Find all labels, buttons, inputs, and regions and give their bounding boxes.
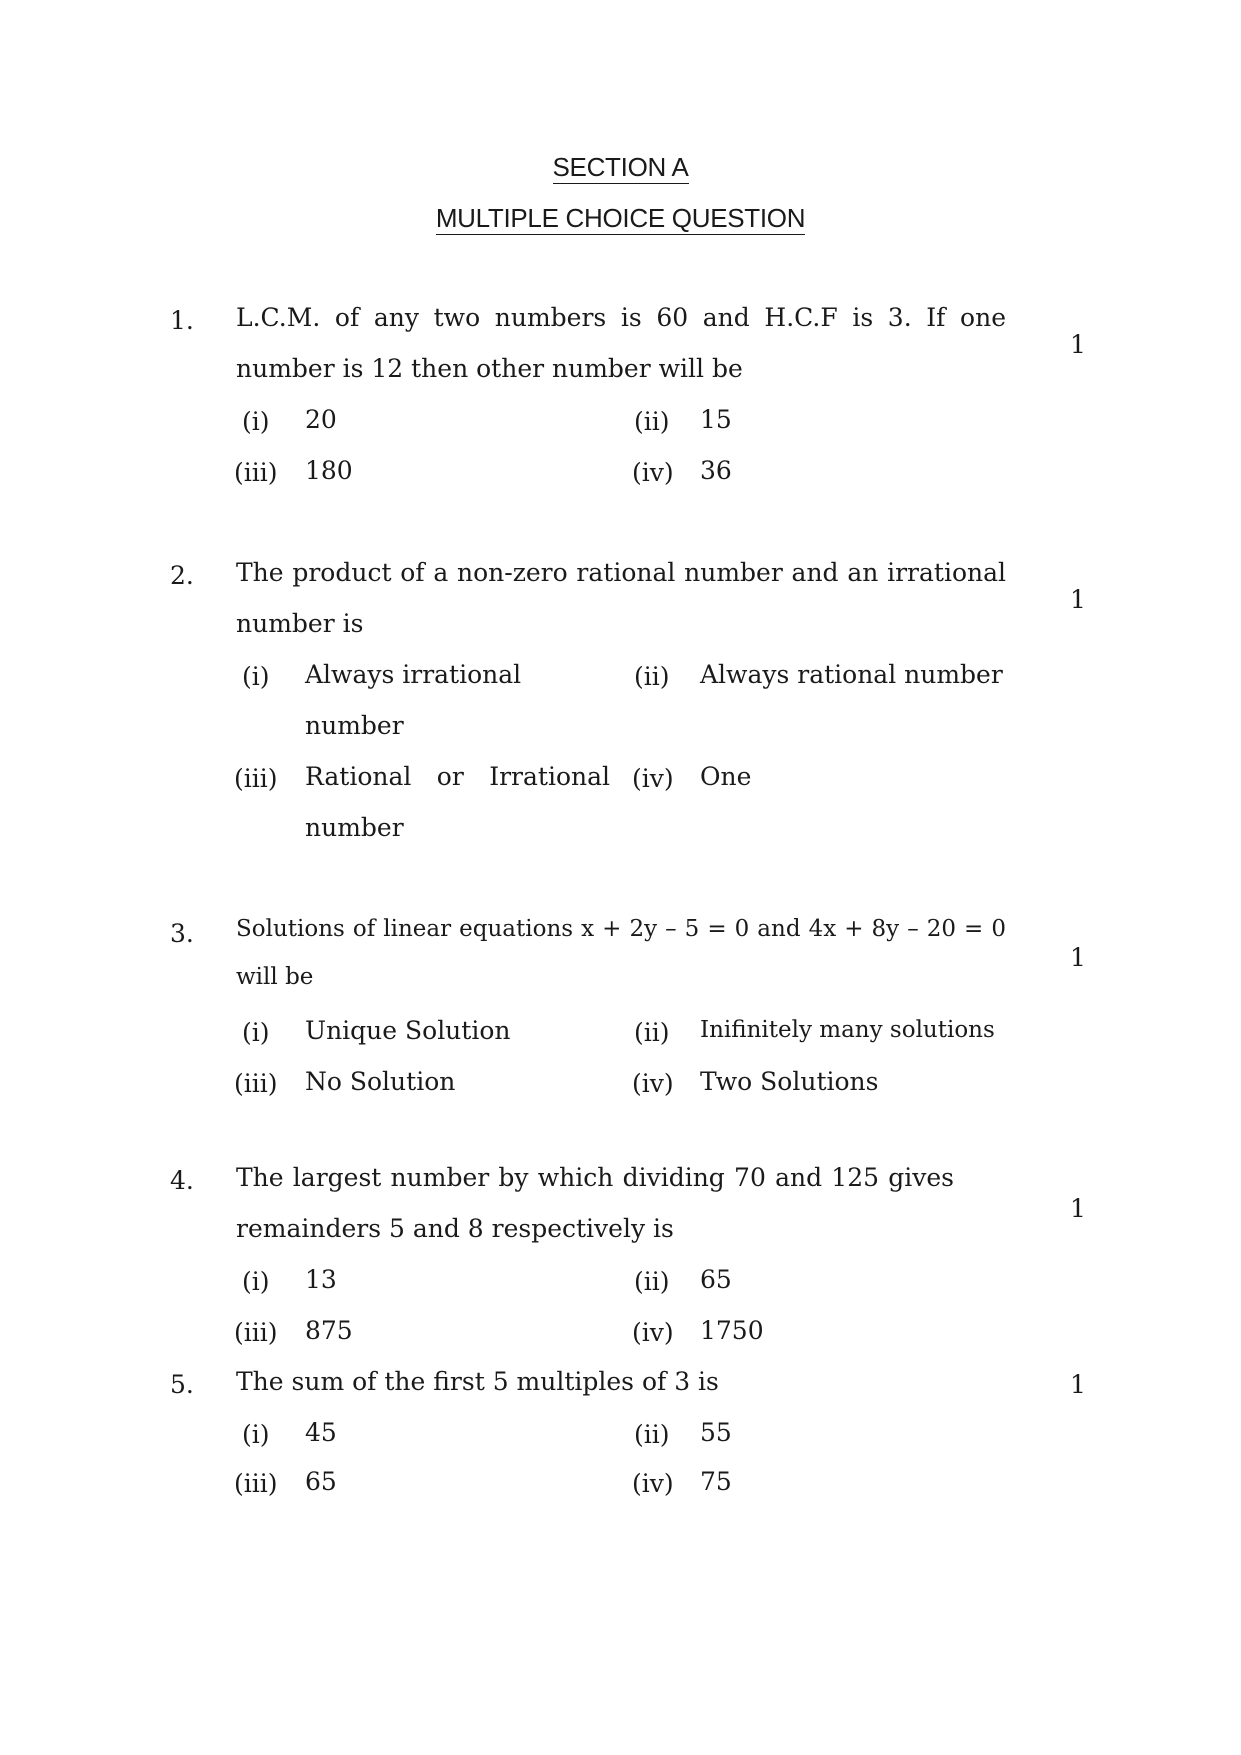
option-label: (iii) [234,458,278,487]
option-text: One [700,762,752,791]
question-text: L.C.M. of any two numbers is 60 and H.C.F is 3. If one number is 12 then other number will be [236,303,1006,383]
question-number: 2. [170,561,194,590]
option-text: 55 [700,1418,732,1447]
option-label: (iii) [234,1469,278,1498]
option-text: 45 [305,1418,337,1447]
option-text: Always irrational number [305,660,522,740]
option-text: 65 [700,1265,732,1294]
option-text: No Solution [305,1067,456,1096]
option-text: 1750 [700,1316,764,1345]
question-text: Solutions of linear equations x + 2y – 5 = 0 and 4x + 8y – 20 = 0 will be [236,916,1006,990]
question-text: The largest number by which dividing 70 and 125 gives remainders 5 and 8 respectively is [236,1163,954,1243]
option-label: (i) [242,1018,270,1047]
option-label: (ii) [634,1018,670,1047]
option-text: Two Solutions [700,1067,879,1096]
question-number: 5. [170,1370,194,1399]
option-label: (iv) [632,458,674,487]
option-text: 36 [700,456,732,485]
option-text: Unique Solution [305,1016,511,1045]
question-number: 4. [170,1166,194,1195]
section-title-text: SECTION A [552,152,689,182]
option-label: (iv) [632,764,674,793]
question-text: The product of a non-zero rational number and an irrational number is [236,558,1006,638]
option-label: (iv) [632,1069,674,1098]
option-text: 13 [305,1265,337,1294]
option-text: Inifinitely many solutions [700,1017,995,1043]
option-label: (iii) [234,1318,278,1347]
option-text: 65 [305,1467,337,1496]
option-text: Rational or Irrational number [305,762,610,842]
option-label: (i) [242,662,270,691]
question-number: 3. [170,919,194,948]
question-marks: 1 [1070,943,1086,972]
option-label: (ii) [634,1420,670,1449]
option-label: (iii) [234,764,278,793]
option-text: 875 [305,1316,353,1345]
question-number: 1. [170,306,194,335]
option-text: 20 [305,405,337,434]
option-text: 75 [700,1467,732,1496]
section-title [0,152,1241,183]
option-label: (iv) [632,1469,674,1498]
option-label: (iv) [632,1318,674,1347]
question-marks: 1 [1070,585,1086,614]
option-text: 180 [305,456,353,485]
question-marks: 1 [1070,1194,1086,1223]
question-text: The sum of the first 5 multiples of 3 is [236,1367,719,1396]
option-label: (ii) [634,662,670,691]
option-label: (i) [242,407,270,436]
option-label: (i) [242,1267,270,1296]
option-label: (i) [242,1420,270,1449]
section-subtitle [0,203,1241,234]
option-label: (ii) [634,407,670,436]
section-subtitle-text: MULTIPLE CHOICE QUESTION [435,203,806,233]
option-label: (ii) [634,1267,670,1296]
option-label: (iii) [234,1069,278,1098]
question-marks: 1 [1070,1370,1086,1399]
option-text: Always rational number [700,660,1003,689]
question-marks: 1 [1070,330,1086,359]
option-text: 15 [700,405,732,434]
